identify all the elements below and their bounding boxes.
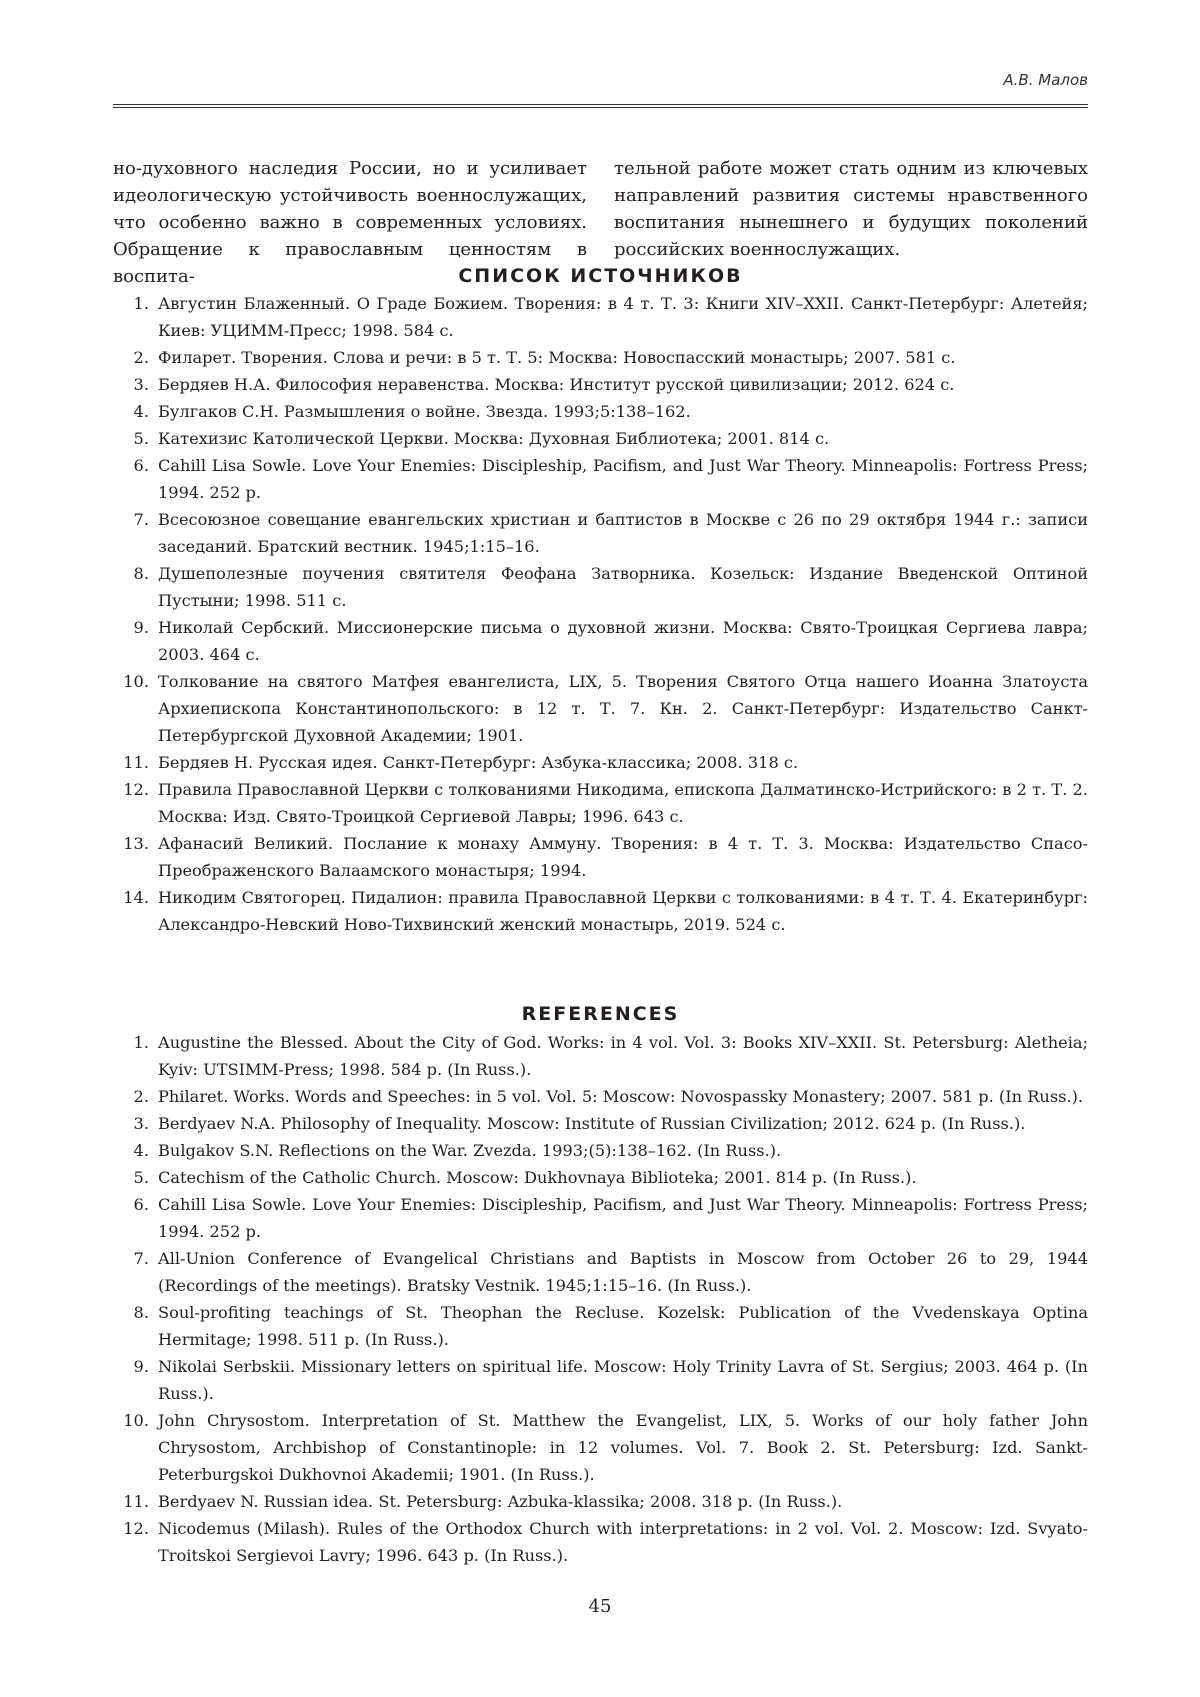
source-text: Всесоюзное совещание евангельских христиан и баптистов в Москве с 26 по 29 октября 1944 г.: записи заседаний. Братский вестник. 1945;1:15–16. bbox=[158, 506, 1088, 560]
sources-list bbox=[113, 290, 1088, 938]
source-text: Николай Сербский. Миссионерские письма о духовной жизни. Москва: Свято-Троицкая Сергиева лавра; 2003. 464 с. bbox=[158, 614, 1088, 668]
source-text: Душеполезные поучения святителя Феофана Затворника. Козельск: Издание Введенской Оптиной Пустыни; 1998. 511 с. bbox=[158, 560, 1088, 614]
source-item bbox=[113, 290, 1088, 344]
source-number: 10. bbox=[113, 668, 158, 749]
source-item bbox=[113, 506, 1088, 560]
body-text-left-column: но-духовного наследия России, но и усиливает идеологическую устойчивость военнослужащих, что особенно важно в современных условиях. Обращение к православным ценностям в воспита- bbox=[113, 155, 587, 290]
running-head-author: А.В. Малов bbox=[1003, 71, 1088, 89]
source-item bbox=[113, 830, 1088, 884]
source-number: 6. bbox=[113, 452, 158, 506]
source-item bbox=[113, 614, 1088, 668]
source-item bbox=[113, 452, 1088, 506]
source-item bbox=[113, 344, 1088, 371]
source-item bbox=[113, 668, 1088, 749]
reference-text: Bulgakov S.N. Reflections on the War. Zvezda. 1993;(5):138–162. (In Russ.). bbox=[158, 1137, 1088, 1164]
source-number: 13. bbox=[113, 830, 158, 884]
source-number: 8. bbox=[113, 560, 158, 614]
source-number: 7. bbox=[113, 506, 158, 560]
reference-number: 9. bbox=[113, 1353, 158, 1407]
references-list bbox=[113, 1029, 1088, 1569]
header-divider bbox=[113, 104, 1088, 108]
source-text: Никодим Святогорец. Пидалион: правила Православной Церкви с толкованиями: в 4 т. Т. 4. Екатеринбург: Александро-Невский Ново-Тихвинский женский монастырь, 2019. 524 с. bbox=[158, 884, 1088, 938]
reference-item bbox=[113, 1299, 1088, 1353]
reference-item bbox=[113, 1137, 1088, 1164]
page-number: 45 bbox=[0, 1596, 1200, 1617]
source-number: 2. bbox=[113, 344, 158, 371]
source-text: Филарет. Творения. Слова и речи: в 5 т. Т. 5: Москва: Новоспасский монастырь; 2007. 581 с. bbox=[158, 344, 1088, 371]
reference-number: 2. bbox=[113, 1083, 158, 1110]
reference-item bbox=[113, 1488, 1088, 1515]
source-item bbox=[113, 398, 1088, 425]
reference-text: Berdyaev N.A. Philosophy of Inequality. Moscow: Institute of Russian Civilization; 2012. 624 p. (In Russ.). bbox=[158, 1110, 1088, 1137]
reference-text: Augustine the Blessed. About the City of God. Works: in 4 vol. Vol. 3: Books XIV–XXII. St. Petersburg: Aletheia; Kyiv: UTSIMM-Press; 1998. 584 p. (In Russ.). bbox=[158, 1029, 1088, 1083]
source-text: Правила Православной Церкви с толкованиями Никодима, епископа Далматинско-Истрийского: в 2 т. Т. 2. Москва: Изд. Свято-Троицкой Сергиевой Лавры; 1996. 643 с. bbox=[158, 776, 1088, 830]
reference-text: John Chrysostom. Interpretation of St. Matthew the Evangelist, LIX, 5. Works of our holy father John Chrysostom, Archbishop of Constantinople: in 12 volumes. Vol. 7. Book 2. St. Petersburg: Izd. Sankt-Peterburgskoi Dukhovnoi Akademii; 1901. (In Russ.). bbox=[158, 1407, 1088, 1488]
source-number: 9. bbox=[113, 614, 158, 668]
reference-text: Philaret. Works. Words and Speeches: in 5 vol. Vol. 5: Moscow: Novospassky Monastery; 2007. 581 p. (In Russ.). bbox=[158, 1083, 1088, 1110]
source-number: 12. bbox=[113, 776, 158, 830]
source-item bbox=[113, 749, 1088, 776]
reference-item bbox=[113, 1245, 1088, 1299]
reference-text: Nicodemus (Milash). Rules of the Orthodox Church with interpretations: in 2 vol. Vol. 2. Moscow: Izd. Svyato-Troitskoi Sergievoi Lavry; 1996. 643 p. (In Russ.). bbox=[158, 1515, 1088, 1569]
reference-text: Catechism of the Catholic Church. Moscow: Dukhovnaya Biblioteka; 2001. 814 p. (In Russ.). bbox=[158, 1164, 1088, 1191]
reference-number: 11. bbox=[113, 1488, 158, 1515]
references-heading: REFERENCES bbox=[113, 1003, 1088, 1025]
source-text: Бердяев Н. Русская идея. Санкт-Петербург: Азбука-классика; 2008. 318 с. bbox=[158, 749, 1088, 776]
reference-text: All-Union Conference of Evangelical Christians and Baptists in Moscow from October 26 to 29, 1944 (Recordings of the meetings). Bratsky Vestnik. 1945;1:15–16. (In Russ.). bbox=[158, 1245, 1088, 1299]
reference-number: 12. bbox=[113, 1515, 158, 1569]
source-item bbox=[113, 371, 1088, 398]
reference-item bbox=[113, 1407, 1088, 1488]
source-text: Толкование на святого Матфея евангелиста, LIX, 5. Творения Святого Отца нашего Иоанна Златоуста Архиепископа Константинопольского: в 12 т. Т. 7. Кн. 2. Санкт-Петербург: Издательство Санкт-Петербургской Духовной Академии; 1901. bbox=[158, 668, 1088, 749]
source-text: Афанасий Великий. Послание к монаху Аммуну. Творения: в 4 т. Т. 3. Москва: Издательство Спасо-Преображенского Валаамского монастыря; 1994. bbox=[158, 830, 1088, 884]
source-text: Августин Блаженный. О Граде Божием. Творения: в 4 т. Т. 3: Книги XIV–XXII. Санкт-Петербург: Алетейя; Киев: УЦИММ-Пресс; 1998. 584 с. bbox=[158, 290, 1088, 344]
reference-item bbox=[113, 1083, 1088, 1110]
reference-item bbox=[113, 1110, 1088, 1137]
source-number: 3. bbox=[113, 371, 158, 398]
reference-text: Berdyaev N. Russian idea. St. Petersburg: Azbuka-klassika; 2008. 318 p. (In Russ.). bbox=[158, 1488, 1088, 1515]
source-number: 4. bbox=[113, 398, 158, 425]
reference-text: Soul-profiting teachings of St. Theophan the Recluse. Kozelsk: Publication of the Vvedenskaya Optina Hermitage; 1998. 511 p. (In Russ.). bbox=[158, 1299, 1088, 1353]
source-number: 14. bbox=[113, 884, 158, 938]
source-number: 11. bbox=[113, 749, 158, 776]
reference-number: 3. bbox=[113, 1110, 158, 1137]
reference-number: 10. bbox=[113, 1407, 158, 1488]
body-text-right-column: тельной работе может стать одним из ключевых направлений развития системы нравственного воспитания нынешнего и будущих поколений российских военнослужащих. bbox=[614, 155, 1088, 290]
reference-item bbox=[113, 1164, 1088, 1191]
journal-page bbox=[0, 0, 1200, 1697]
source-text: Бердяев Н.А. Философия неравенства. Москва: Институт русской цивилизации; 2012. 624 с. bbox=[158, 371, 1088, 398]
source-text: Булгаков С.Н. Размышления о войне. Звезда. 1993;5:138–162. bbox=[158, 398, 1088, 425]
source-item bbox=[113, 776, 1088, 830]
source-item bbox=[113, 560, 1088, 614]
reference-text: Cahill Lisa Sowle. Love Your Enemies: Discipleship, Pacifism, and Just War Theory. Minneapolis: Fortress Press; 1994. 252 p. bbox=[158, 1191, 1088, 1245]
reference-number: 5. bbox=[113, 1164, 158, 1191]
reference-number: 7. bbox=[113, 1245, 158, 1299]
reference-item bbox=[113, 1353, 1088, 1407]
reference-item bbox=[113, 1191, 1088, 1245]
source-item bbox=[113, 884, 1088, 938]
source-text: Cahill Lisa Sowle. Love Your Enemies: Discipleship, Pacifism, and Just War Theory. Minneapolis: Fortress Press; 1994. 252 p. bbox=[158, 452, 1088, 506]
reference-number: 1. bbox=[113, 1029, 158, 1083]
source-number: 1. bbox=[113, 290, 158, 344]
source-text: Катехизис Католической Церкви. Москва: Духовная Библиотека; 2001. 814 с. bbox=[158, 425, 1088, 452]
reference-item bbox=[113, 1515, 1088, 1569]
source-number: 5. bbox=[113, 425, 158, 452]
source-item bbox=[113, 425, 1088, 452]
reference-number: 8. bbox=[113, 1299, 158, 1353]
reference-number: 4. bbox=[113, 1137, 158, 1164]
reference-number: 6. bbox=[113, 1191, 158, 1245]
reference-text: Nikolai Serbskii. Missionary letters on spiritual life. Moscow: Holy Trinity Lavra of St. Sergius; 2003. 464 p. (In Russ.). bbox=[158, 1353, 1088, 1407]
reference-item bbox=[113, 1029, 1088, 1083]
sources-heading: СПИСОК ИСТОЧНИКОВ bbox=[113, 265, 1088, 287]
